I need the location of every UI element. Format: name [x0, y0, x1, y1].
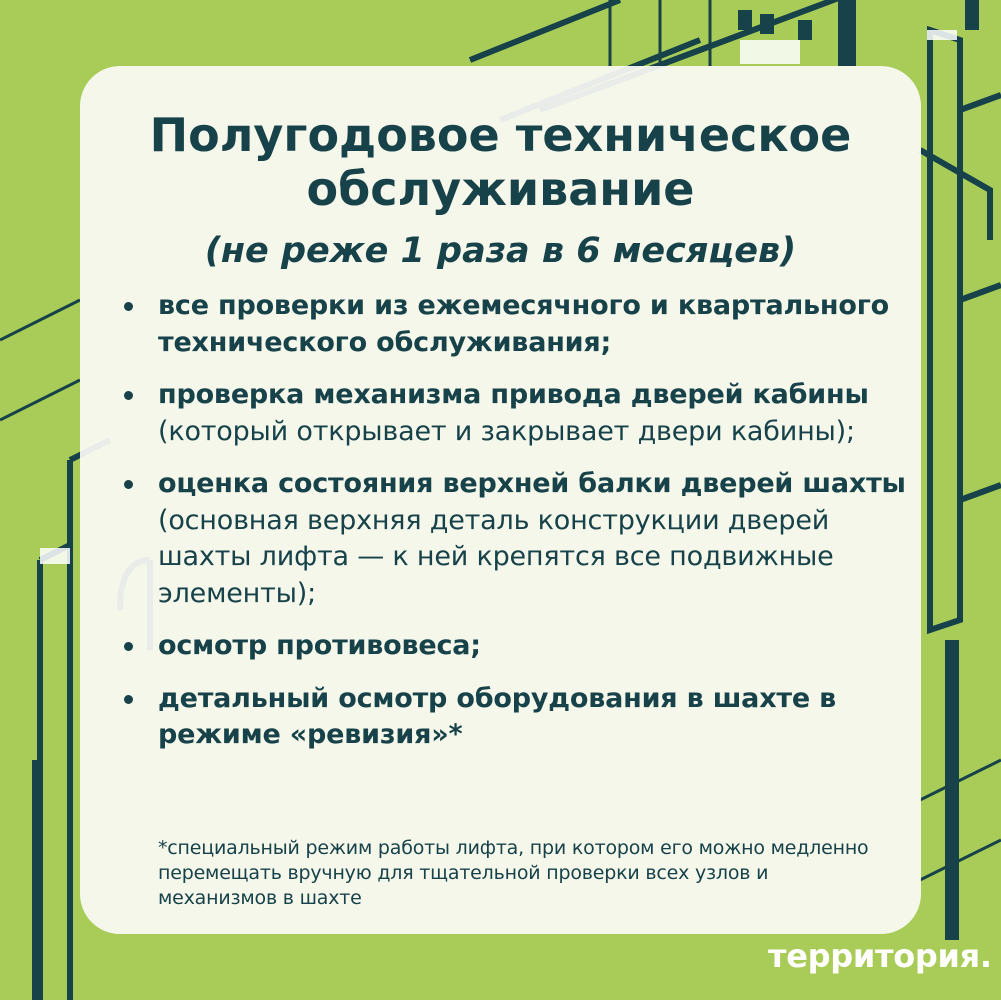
list-item [118, 466, 908, 612]
bullet-icon [124, 642, 133, 651]
list-item [118, 288, 908, 361]
list-item [118, 377, 908, 450]
list-item [118, 681, 908, 754]
bullet-icon [124, 695, 133, 704]
title-line-1: Полугодовое техническое [149, 108, 852, 162]
item-bold-text: оценка состояния верхней балки дверей шахты [158, 468, 906, 499]
maintenance-list [118, 288, 908, 770]
item-normal-text: (основная верхняя деталь конструкции дверей шахты лифта — к ней крепятся все подвижные элементы); [158, 504, 834, 609]
brand-logo: территория. [768, 937, 992, 975]
item-normal-text: (который открывает и закрывает двери кабины); [158, 415, 855, 447]
bullet-icon [124, 302, 133, 311]
info-card [80, 66, 921, 934]
page-title [80, 108, 921, 216]
bullet-icon [124, 480, 133, 489]
item-bold-text: все проверки из ежемесячного и квартального технического обслуживания; [158, 290, 889, 358]
item-bold-text: проверка механизма привода дверей кабины [158, 379, 869, 410]
footnote: *специальный режим работы лифта, при котором его можно медленно перемещать вручную для тщательной проверки всех узлов и механизмов в шахте [158, 837, 869, 909]
page-subtitle: (не реже 1 раза в 6 месяцев) [204, 231, 797, 271]
item-bold-text: осмотр противовеса; [158, 630, 481, 661]
bullet-icon [124, 391, 133, 400]
list-item [118, 628, 908, 665]
item-bold-text: детальный осмотр оборудования в шахте в режиме «ревизия»* [158, 682, 837, 750]
title-line-2: обслуживание [306, 162, 695, 216]
